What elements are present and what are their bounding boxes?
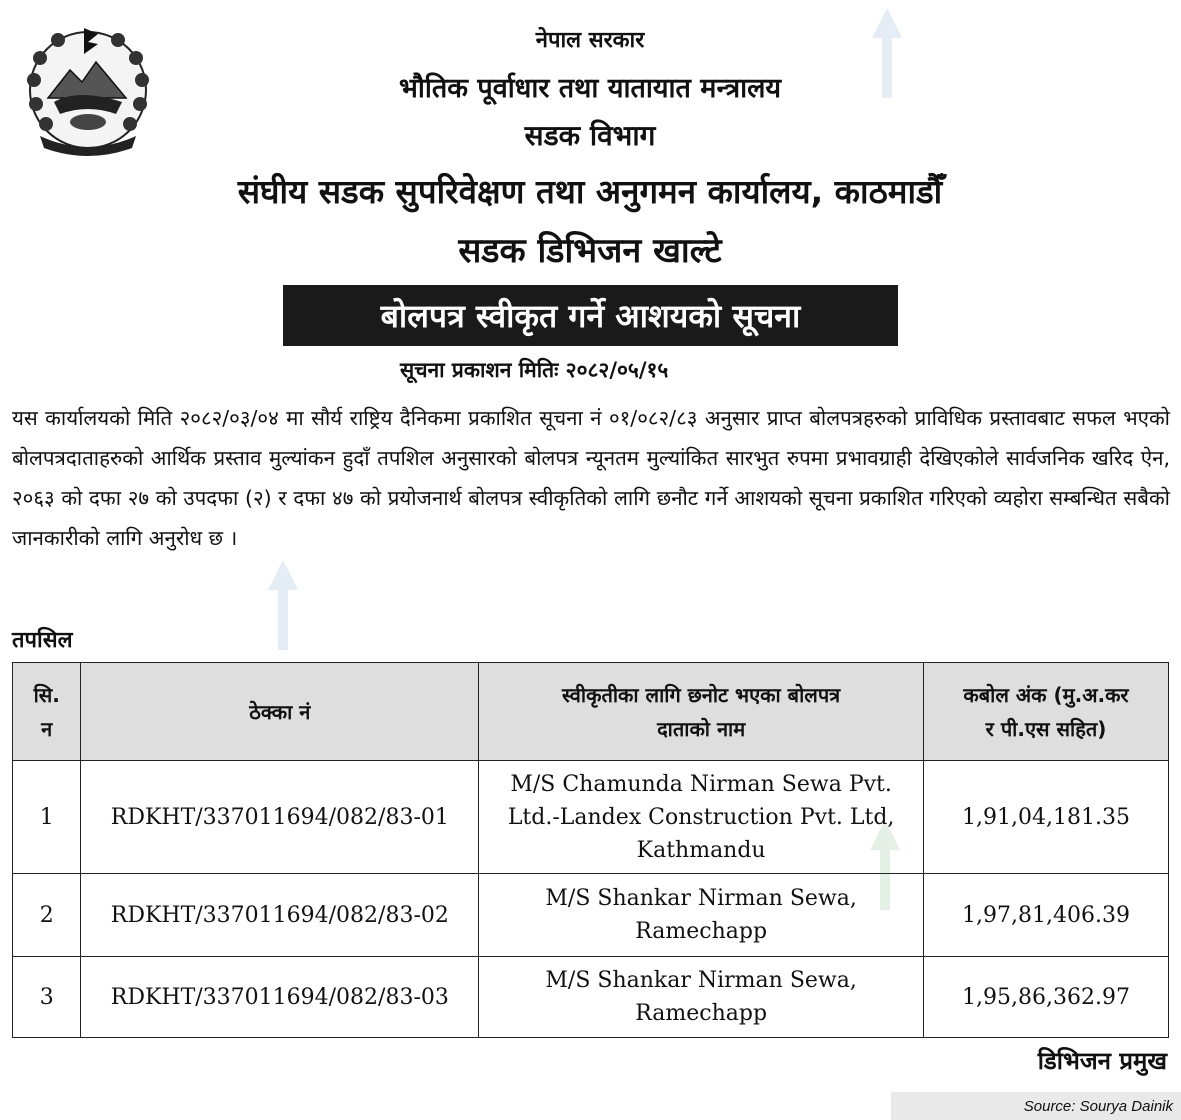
cell-sn: 2: [13, 874, 81, 957]
cell-sn: 3: [13, 957, 81, 1038]
cell-amount: 1,95,86,362.97: [924, 957, 1169, 1038]
notice-title: बोलपत्र स्वीकृत गर्ने आशयको सूचना: [283, 285, 898, 346]
publication-date: सूचना प्रकाशन मितिः २०८२/०५/१५: [400, 358, 669, 382]
header-sn-line1: सि.: [33, 682, 60, 707]
schedule-label: तपसिल: [12, 628, 73, 653]
bidder-line: M/S Chamunda Nirman Sewa Pvt.: [510, 771, 892, 797]
table-row: [13, 957, 1169, 1038]
header-bidder-line2: दाताको नाम: [657, 716, 746, 741]
cell-bidder: [479, 761, 924, 874]
government-name: नेपाल सरकार: [535, 28, 645, 53]
ministry-name: भौतिक पूर्वाधार तथा यातायात मन्त्रालय: [398, 73, 782, 104]
cell-contract-no: RDKHT/337011694/082/83-03: [81, 957, 479, 1038]
office-name: संघीय सडक सुपरिवेक्षण तथा अनुगमन कार्यालय, काठमाडौँ: [237, 172, 943, 211]
header-amount: [924, 663, 1169, 761]
header-amount-line1: कबोल अंक (मु.अ.कर: [963, 682, 1129, 707]
cell-contract-no: RDKHT/337011694/082/83-02: [81, 874, 479, 957]
watermark-arrow-icon: [872, 8, 902, 98]
header-sn-line2: न: [41, 716, 53, 741]
signature-title: डिभिजन प्रमुख: [1037, 1047, 1167, 1075]
watermark-arrow-icon: [870, 820, 900, 910]
cell-contract-no: RDKHT/337011694/082/83-01: [81, 761, 479, 874]
division-name: सडक डिभिजन खाल्टे: [458, 231, 722, 271]
bidder-line: M/S Shankar Nirman Sewa,: [545, 886, 857, 911]
department-name: सडक विभाग: [524, 119, 656, 152]
bid-table: [12, 662, 1169, 1038]
table-row: [13, 874, 1169, 957]
header-amount-line2: र पी.एस सहित): [985, 716, 1107, 741]
bidder-line: Ramechapp: [635, 919, 768, 944]
bidder-line: Ltd.-Landex Construction Pvt. Ltd,: [507, 804, 895, 830]
bidder-line: Ramechapp: [635, 1001, 768, 1026]
watermark-arrow-icon: [268, 560, 298, 650]
cell-bidder: [479, 874, 924, 957]
header-bidder: [479, 663, 924, 761]
bidder-line: Kathmandu: [636, 837, 766, 863]
cell-sn: 1: [13, 761, 81, 874]
header-bidder-line1: स्वीकृतीका लागि छनोट भएका बोलपत्र: [562, 682, 841, 707]
table-header-row: [13, 663, 1169, 761]
header-contract-no: ठेक्का नं: [81, 663, 479, 761]
cell-bidder: [479, 957, 924, 1038]
cell-amount: 1,97,81,406.39: [924, 874, 1169, 957]
bidder-line: M/S Shankar Nirman Sewa,: [545, 968, 857, 993]
header-sn: [13, 663, 81, 761]
source-credit: Source: Sourya Dainik: [891, 1092, 1181, 1120]
cell-amount: 1,91,04,181.35: [924, 761, 1169, 874]
table-row: [13, 761, 1169, 874]
nepal-government-emblem-icon: [18, 18, 158, 158]
notice-body: यस कार्यालयको मिति २०८२/०३/०४ मा सौर्य राष्ट्रिय दैनिकमा प्रकाशित सूचना नं ०१/०८२/८३ अनुसार प्राप्त बोलपत्रहरुको प्राविधिक प्रस्तावबाट सफल भएको बोलपत्रदाताहरुको आर्थिक प्रस्ताव मुल्यांकन हुदाँ तपशिल अनुसारको बोलपत्र न्यूनतम मुल्यांकित सारभुत रुपमा प्रभावग्राही देखिएकोले सार्वजनिक खरिद ऐन, २०६३ को दफा २७ को उपदफा (२) र दफा ४७ को प्रयोजनार्थ बोलपत्र स्वीकृतिको लागि छनौट गर्ने आशयको सूचना प्रकाशित गरिएको व्यहोरा सम्बन्धित सबैको जानकारीको लागि अनुरोध छ ।: [12, 406, 1170, 550]
